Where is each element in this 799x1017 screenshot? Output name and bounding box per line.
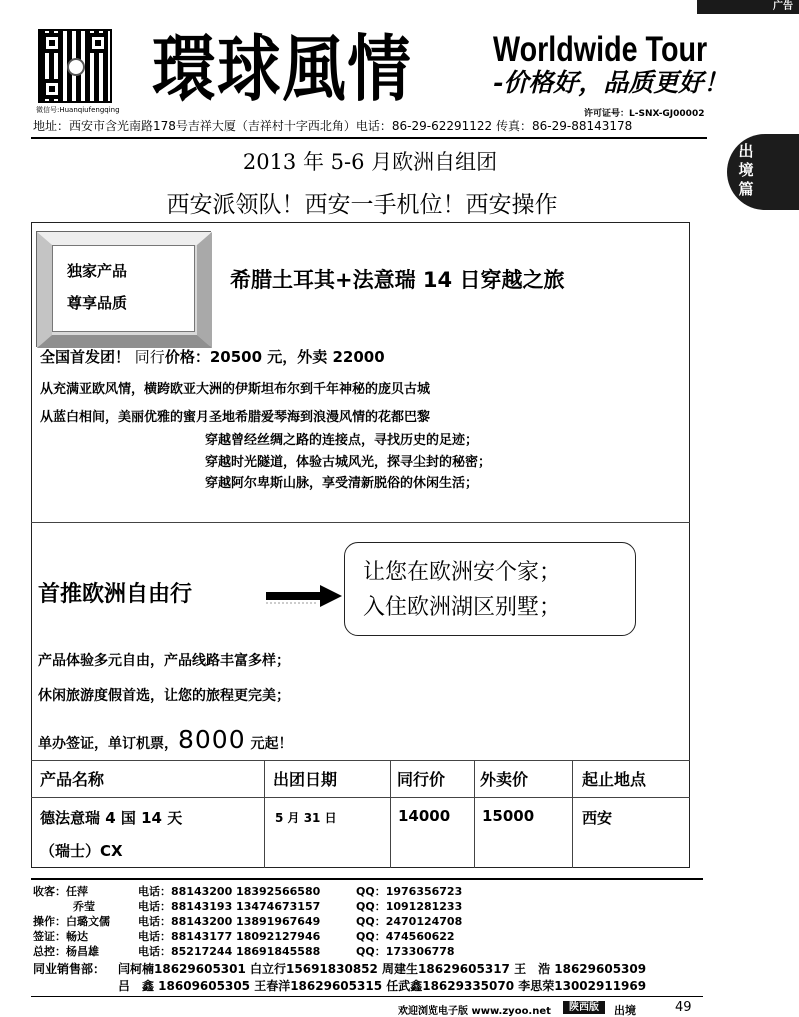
brand-slogan: -价格好，品质更好！ (493, 68, 729, 97)
description-line: 穿越时光隧道，体验古城风光，探寻尘封的秘密； (205, 455, 492, 470)
table-header-name: 产品名称 (40, 770, 105, 789)
visa-offer (38, 725, 293, 754)
table-top-border (31, 760, 690, 761)
promo-bubble (344, 542, 636, 636)
visa-amount: 8000 (178, 725, 246, 754)
description-line: 穿越曾经丝绸之路的连接点，寻找历史的足迹； (205, 433, 479, 448)
description-line: 从充满亚欧风情，横跨欧亚大洲的伊斯坦布尔到千年神秘的庞贝古城 (40, 382, 431, 397)
table-cell-peer-price: 14000 (398, 807, 451, 825)
visa-prefix: 单办签证，单订机票， (38, 736, 178, 752)
contact-role: 签证：畅达 (33, 930, 88, 943)
table-header-retail-price: 外卖价 (480, 770, 529, 789)
badge-inner-panel (52, 245, 195, 332)
contact-role: 收客：任萍 (33, 885, 88, 898)
bubble-line-1: 让您在欧洲安个家； (363, 560, 562, 585)
exclusive-badge (36, 231, 211, 347)
sales-line: 闫柯楠18629605301 白立行15691830852 周建生18629605317 王 浩 18629605309 (118, 962, 647, 976)
price-peer: 同行 (134, 348, 165, 366)
table-cell-place: 西安 (582, 809, 613, 827)
footer-section: 出境 (614, 1004, 636, 1017)
table-column-divider (264, 760, 265, 868)
qr-code-icon (38, 29, 112, 103)
table-cell-name: 德法意瑞 4 国 14 天 (40, 809, 183, 827)
feature-line: 产品体验多元自由，产品线路丰富多样； (38, 653, 290, 669)
contact-tel: 电话：85217244 18691845588 (138, 945, 321, 958)
feature-line: 休闲旅游度假首选，让您的旅程更完美； (38, 688, 290, 704)
wechat-id: 微信号:Huanqiufengqing (36, 106, 120, 114)
price-lead: 全国首发团！ (40, 348, 131, 366)
table-cell-retail-price: 15000 (482, 807, 535, 825)
page-subtitle: 西安派领队！西安一手机位！西安操作 (166, 192, 558, 218)
page-title: 2013 年 5-6 月欧洲自组团 (242, 150, 498, 174)
table-header-date: 出团日期 (273, 770, 338, 789)
brand-name-chinese: 環球風情 (152, 26, 413, 111)
freedom-tour-title: 首推欧洲自由行 (38, 582, 193, 607)
contact-role: 总控：杨昌雄 (33, 945, 99, 958)
contacts-divider (31, 878, 703, 880)
route-title: 希腊土耳其+法意瑞 14 日穿越之旅 (230, 268, 565, 292)
contact-qq: QQ：2470124708 (356, 915, 463, 928)
contact-role: 操作：白璐文儒 (33, 915, 110, 928)
table-header-peer-price: 同行价 (397, 770, 446, 789)
description-line: 从蓝白相间，美丽优雅的蜜月圣地希腊爱琴海到浪漫风情的花都巴黎 (40, 410, 431, 425)
contact-qq: QQ：1976356723 (356, 885, 463, 898)
contact-qq: QQ：1091281233 (356, 900, 463, 913)
sales-label: 同业销售部： (33, 962, 106, 976)
right-arrow-icon (262, 583, 344, 609)
table-column-divider (572, 760, 573, 868)
price-value: 20500 元，外卖 22000 (209, 348, 385, 366)
contact-tel: 电话：88143193 13474673157 (138, 900, 321, 913)
contact-tel: 电话：88143177 18092127946 (138, 930, 321, 943)
footer-edition-badge: 陕西版 (563, 1001, 605, 1014)
ad-tag: 广告 (697, 0, 799, 14)
table-cell-date: 5 月 31 日 (275, 811, 337, 825)
header-divider (31, 137, 707, 139)
price-line (40, 346, 385, 367)
visa-suffix: 元起！ (250, 736, 293, 752)
company-address: 地址：西安市含光南路178号吉祥大厦（吉祥村十字西北角）电话：86-29-62291122 传真：86-29-88143178 (33, 119, 633, 133)
price-label: 价格： (164, 348, 210, 366)
footer-browse-text: 欢迎浏览电子版 www.zyoo.net (398, 1006, 551, 1017)
bubble-line-2: 入住欧洲湖区别墅； (363, 595, 562, 620)
contact-tel: 电话：88143200 13891967649 (138, 915, 321, 928)
footer-divider (31, 996, 703, 997)
table-header-border (31, 797, 690, 798)
contact-qq: QQ：173306778 (356, 945, 455, 958)
badge-line-1: 独家产品 (67, 262, 128, 280)
table-column-divider (390, 760, 391, 868)
contact-qq: QQ：474560622 (356, 930, 455, 943)
description-line: 穿越阿尔卑斯山脉，享受清新脱俗的休闲生活； (205, 476, 479, 491)
page-number: 49 (675, 1000, 692, 1015)
sales-line: 吕 鑫 18609605305 王春洋18629605315 任武鑫18629335070 李思荣13002911969 (118, 979, 647, 993)
contact-role: 乔莹 (73, 900, 95, 913)
table-header-place: 起止地点 (582, 770, 647, 789)
brand-name-english: Worldwide Tour (493, 30, 708, 69)
contact-tel: 电话：88143200 18392566580 (138, 885, 321, 898)
table-column-divider (474, 760, 475, 868)
side-tab-label: 出境篇 (738, 142, 754, 198)
badge-line-2: 尊享品质 (67, 294, 128, 312)
permit-number: 许可证号：L-SNX-GJ00002 (584, 109, 705, 119)
section-divider (31, 522, 690, 523)
table-cell-name-line2: （瑞士）CX (40, 842, 123, 860)
